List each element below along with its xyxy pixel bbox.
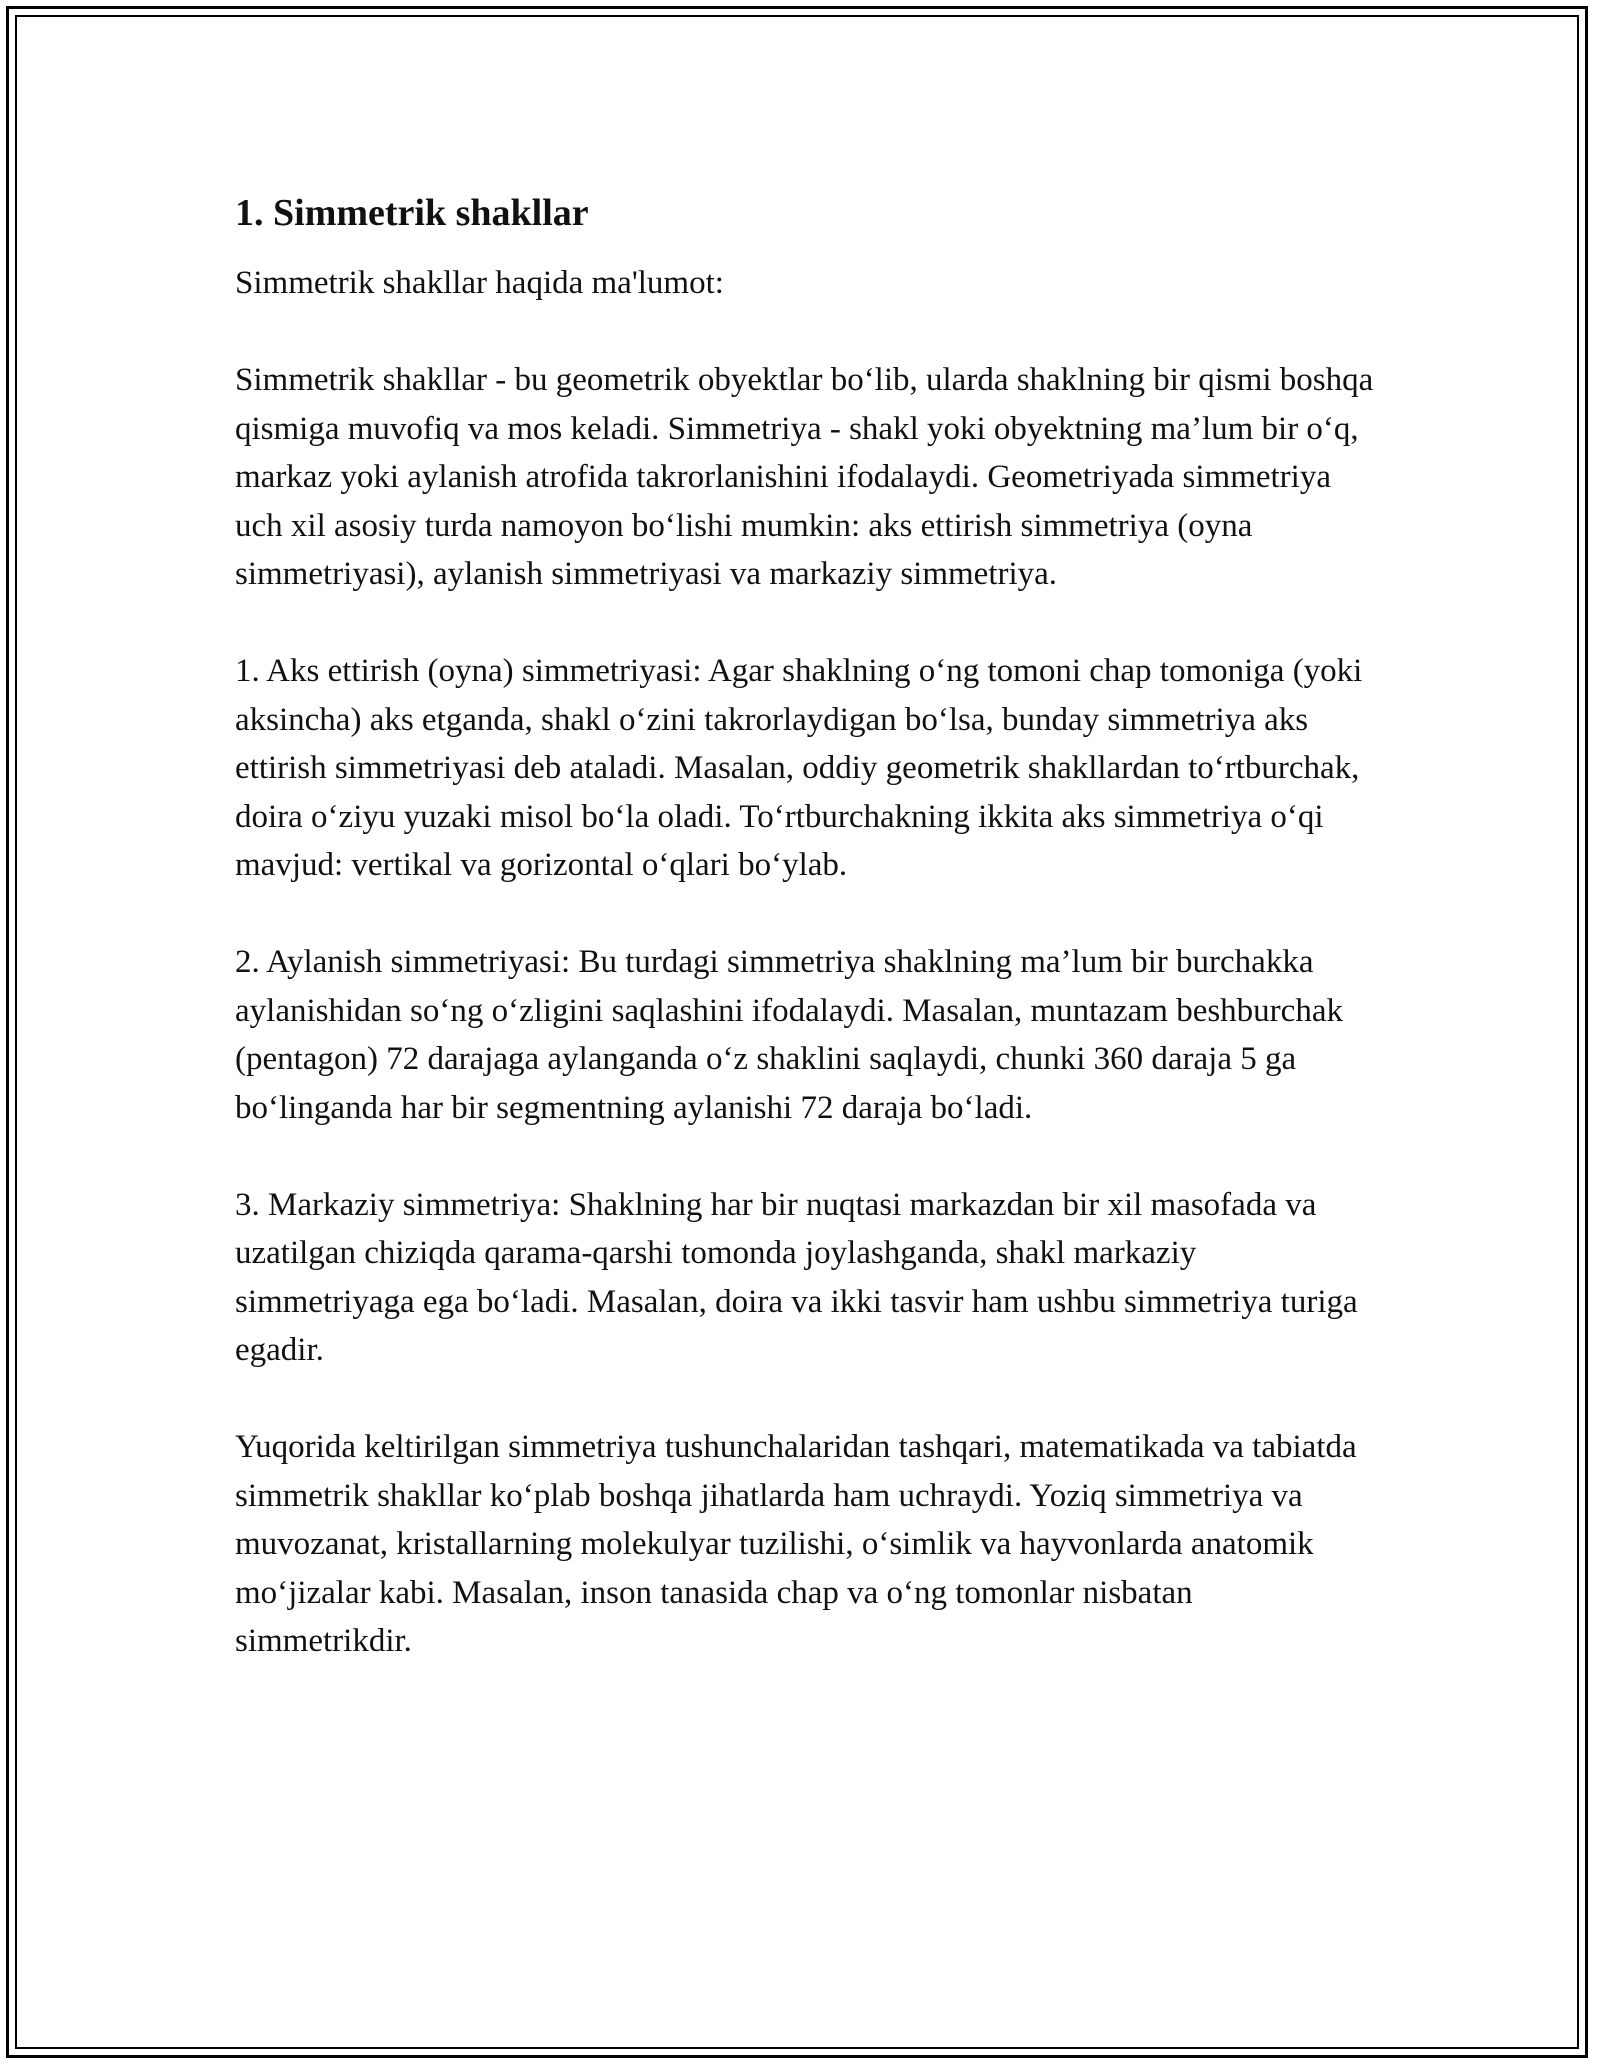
conclusion-paragraph: Yuqorida keltirilgan simmetriya tushunchalaridan tashqari, matematikada va tabiatda simmetrik shakllar ko‘plab boshqa jihatlarda ham uchraydi. Yoziq simmetriya va muvozanat, kristallarning molekulyar tuzilishi, o‘simlik va hayvonlarda anatomik mo‘jizalar kabi. Masalan, inson tanasida chap va o‘ng tomonlar nisbatan simmetrikdir.: [235, 1429, 1357, 1659]
definition-paragraph: Simmetrik shakllar - bu geometrik obyektlar bo‘lib, ularda shaklning bir qismi boshqa qismiga muvofiq va mos keladi. Simmetriya - shakl yoki obyektning ma’lum bir o‘q, markaz yoki aylanish atrofida takrorlanishini ifodalaydi. Geometriyada simmetriya uch xil asosiy turda namoyon bo‘lishi mumkin: aks ettirish simmetriya (oyna simmetriyasi), aylanish simmetriyasi va markaziy simmetriya.: [235, 362, 1374, 592]
intro-paragraph: Simmetrik shakllar haqida ma'lumot:: [235, 265, 724, 301]
document-body: [235, 185, 1375, 1714]
central-symmetry-paragraph: 3. Markaziy simmetriya: Shaklning har bir nuqtasi markazdan bir xil masofada va uzatilgan chiziqda qarama-qarshi tomonda joylashganda, shakl markaziy simmetriyaga ega bo‘ladi. Masalan, doira va ikki tasvir ham ushbu simmetriya turiga egadir.: [235, 1186, 1358, 1368]
rotational-symmetry-paragraph: 2. Aylanish simmetriyasi: Bu turdagi simmetriya shaklning ma’lum bir burchakka aylanishidan so‘ng o‘zligini saqlashini ifodalaydi. Masalan, muntazam beshburchak (pentagon) 72 darajaga aylanganda o‘z shaklini saqlaydi, chunki 360 daraja 5 ga bo‘linganda har bir segmentning aylanishi 72 daraja bo‘ladi.: [235, 944, 1343, 1126]
document-title: 1. Simmetrik shakllar: [235, 192, 589, 234]
reflection-symmetry-paragraph: 1. Aks ettirish (oyna) simmetriyasi: Agar shaklning o‘ng tomoni chap tomoniga (yoki aksincha) aks etganda, shakl o‘zini takrorlaydigan bo‘lsa, bunday simmetriya aks ettirish simmetriyasi deb ataladi. Masalan, oddiy geometrik shakllardan to‘rtburchak, doira o‘ziyu yuzaki misol bo‘la oladi. To‘rtburchakning ikkita aks simmetriya o‘qi mavjud: vertikal va gorizontal o‘qlari bo‘ylab.: [235, 653, 1363, 883]
